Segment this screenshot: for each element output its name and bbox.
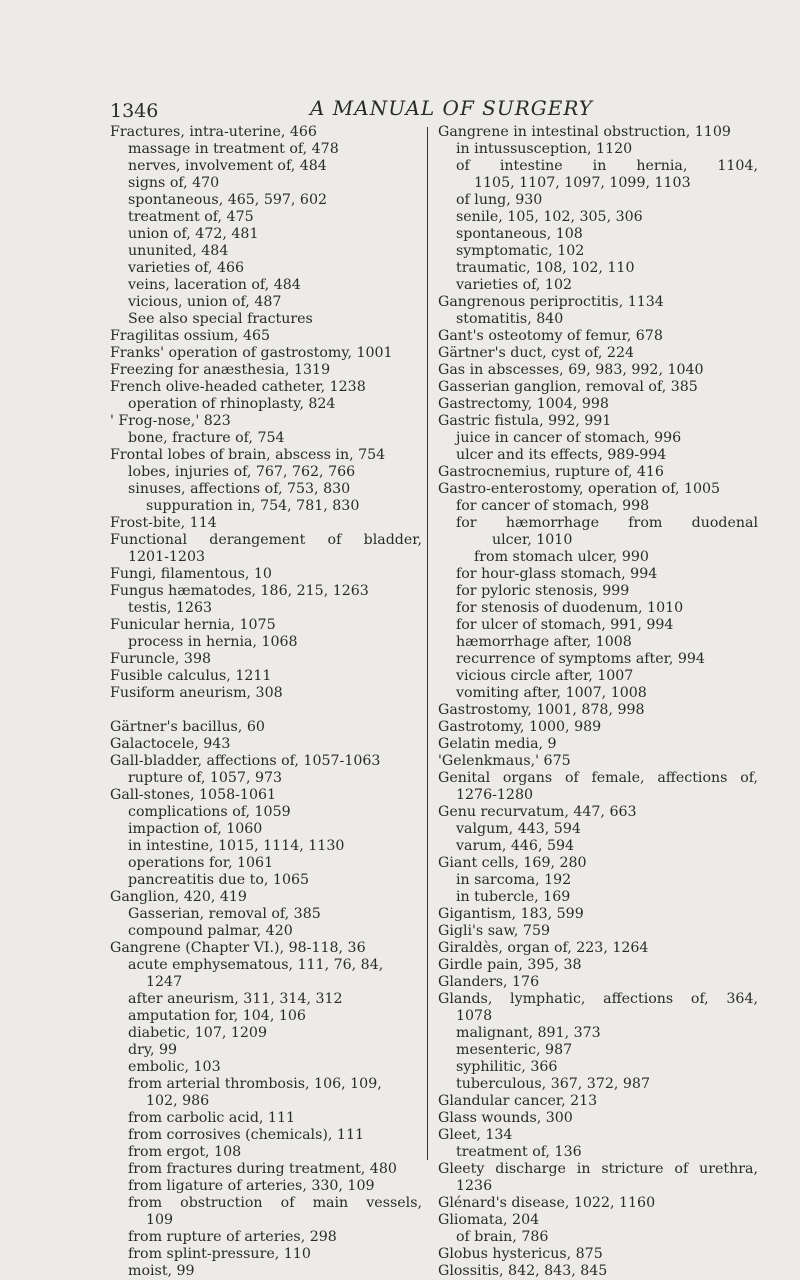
index-subentry: complications of, 1059 [128, 804, 291, 820]
index-entry: Gastrotomy, 1000, 989 [438, 719, 602, 735]
index-subentry: from obstruction of main vessels, [128, 1195, 422, 1211]
index-entry: Gangrenous periproctitis, 1134 [438, 294, 664, 310]
index-entry: Girdle pain, 395, 38 [438, 957, 582, 973]
index-subentry: vicious, union of, 487 [128, 294, 282, 310]
index-subentry: hæmorrhage after, 1008 [456, 634, 632, 650]
index-entry: Glanders, 176 [438, 974, 540, 990]
index-subentry: operation of rhinoplasty, 824 [128, 396, 336, 412]
index-subentry: from arterial thrombosis, 106, 109, [128, 1076, 382, 1092]
index-entry: Fusiform aneurism, 308 [110, 685, 283, 701]
index-entry: Gastrocnemius, rupture of, 416 [438, 464, 664, 480]
index-entry: Gärtner's duct, cyst of, 224 [438, 345, 635, 361]
index-entry: Gastrectomy, 1004, 998 [438, 396, 609, 412]
index-subentry: valgum, 443, 594 [456, 821, 581, 837]
index-subentry: impaction of, 1060 [128, 821, 263, 837]
index-subentry: for hæmorrhage from duodenal [456, 515, 758, 531]
index-subentry: malignant, 891, 373 [456, 1025, 601, 1041]
index-subentry: sinuses, affections of, 753, 830 [128, 481, 351, 497]
index-subentry: ulcer and its effects, 989-994 [456, 447, 667, 463]
index-subentry: tuberculous, 367, 372, 987 [456, 1076, 650, 1092]
index-subentry: nerves, involvement of, 484 [128, 158, 327, 174]
index-entry: Gigli's saw, 759 [438, 923, 551, 939]
index-entry: Gliomata, 204 [438, 1212, 540, 1228]
index-subentry: operations for, 1061 [128, 855, 274, 871]
index-entry: 'Gelenkmaus,' 675 [438, 753, 571, 769]
index-subentry: varieties of, 466 [128, 260, 245, 276]
index-entry: Genu recurvatum, 447, 663 [438, 804, 637, 820]
index-subentry: varieties of, 102 [456, 277, 573, 293]
index-entry: Gleety discharge in stricture of urethra, [438, 1161, 758, 1177]
index-entry: Glossitis, 842, 843, 845 [438, 1263, 608, 1279]
index-entry: Gastric fistula, 992, 991 [438, 413, 612, 429]
index-entry: Gall-bladder, affections of, 1057-1063 [110, 753, 381, 769]
index-subentry: for stenosis of duodenum, 1010 [456, 600, 684, 616]
index-subentry: treatment of, 475 [128, 209, 254, 225]
index-subentry: from fractures during treatment, 480 [128, 1161, 397, 1177]
index-subentry: 1105, 1107, 1097, 1099, 1103 [474, 175, 691, 191]
index-subentry: acute emphysematous, 111, 76, 84, [128, 957, 384, 973]
index-entry: Ganglion, 420, 419 [110, 889, 247, 905]
index-subentry: from splint-pressure, 110 [128, 1246, 311, 1262]
index-entry: Funicular hernia, 1075 [110, 617, 276, 633]
index-entry: Gas in abscesses, 69, 983, 992, 1040 [438, 362, 704, 378]
index-subentry: ununited, 484 [128, 243, 229, 259]
index-subentry: spontaneous, 108 [456, 226, 583, 242]
index-entry: Gangrene (Chapter VI.), 98-118, 36 [110, 940, 366, 956]
index-entry: Fragilitas ossium, 465 [110, 328, 271, 344]
index-subentry: bone, fracture of, 754 [128, 430, 285, 446]
index-entry: Gant's osteotomy of femur, 678 [438, 328, 663, 344]
index-subentry: embolic, 103 [128, 1059, 221, 1075]
index-entry: Freezing for anæsthesia, 1319 [110, 362, 331, 378]
index-subentry: after aneurism, 311, 314, 312 [128, 991, 343, 1007]
index-subentry: from stomach ulcer, 990 [474, 549, 649, 565]
index-subentry: 109 [146, 1212, 174, 1228]
page-number: 1346 [110, 100, 159, 122]
index-entry: Galactocele, 943 [110, 736, 231, 752]
index-subentry: testis, 1263 [128, 600, 213, 616]
column-divider [427, 127, 428, 1160]
index-subentry: Gasserian, removal of, 385 [128, 906, 321, 922]
index-subentry: process in hernia, 1068 [128, 634, 298, 650]
index-subentry: for hour-glass stomach, 994 [456, 566, 658, 582]
index-subentry: of lung, 930 [456, 192, 543, 208]
index-subentry: in intestine, 1015, 1114, 1130 [128, 838, 345, 854]
index-entry: Functional derangement of bladder, [110, 532, 422, 548]
index-subentry: 1247 [146, 974, 183, 990]
index-entry: French olive-headed catheter, 1238 [110, 379, 366, 395]
running-title: A MANUAL OF SURGERY [310, 96, 594, 120]
index-subentry: veins, laceration of, 484 [128, 277, 301, 293]
index-subentry: suppuration in, 754, 781, 830 [146, 498, 360, 514]
index-subentry: compound palmar, 420 [128, 923, 293, 939]
index-subentry: spontaneous, 465, 597, 602 [128, 192, 327, 208]
index-entry: Fungi, filamentous, 10 [110, 566, 272, 582]
index-subentry: 1276-1280 [456, 787, 534, 803]
index-subentry: from ligature of arteries, 330, 109 [128, 1178, 375, 1194]
index-subentry: 1201-1203 [128, 549, 206, 565]
index-entry: Fungus hæmatodes, 186, 215, 1263 [110, 583, 369, 599]
index-entry: Glands, lymphatic, affections of, 364, [438, 991, 758, 1007]
index-subentry: recurrence of symptoms after, 994 [456, 651, 705, 667]
index-subentry: amputation for, 104, 106 [128, 1008, 306, 1024]
index-entry: Furuncle, 398 [110, 651, 212, 667]
index-entry: Gleet, 134 [438, 1127, 513, 1143]
index-entry: Glass wounds, 300 [438, 1110, 573, 1126]
page-header [110, 96, 750, 126]
index-entry: Franks' operation of gastrostomy, 1001 [110, 345, 393, 361]
index-subentry: lobes, injuries of, 767, 762, 766 [128, 464, 356, 480]
index-subentry: dry, 99 [128, 1042, 178, 1058]
index-subentry: of intestine in hernia, 1104, [456, 158, 758, 174]
index-gap [110, 702, 422, 719]
index-subentry: diabetic, 107, 1209 [128, 1025, 267, 1041]
index-entry: Gall-stones, 1058-1061 [110, 787, 277, 803]
index-subentry: union of, 472, 481 [128, 226, 259, 242]
index-entry: Gastro-enterostomy, operation of, 1005 [438, 481, 721, 497]
index-subentry: for ulcer of stomach, 991, 994 [456, 617, 674, 633]
index-subentry: from corrosives (chemicals), 111 [128, 1127, 365, 1143]
index-subentry: for cancer of stomach, 998 [456, 498, 650, 514]
index-subentry: juice in cancer of stomach, 996 [456, 430, 682, 446]
index-entry: Giraldès, organ of, 223, 1264 [438, 940, 649, 956]
index-subentry: stomatitis, 840 [456, 311, 564, 327]
index-subentry: mesenteric, 987 [456, 1042, 573, 1058]
index-entry: Glénard's disease, 1022, 1160 [438, 1195, 656, 1211]
index-subentry: senile, 105, 102, 305, 306 [456, 209, 643, 225]
index-subentry: varum, 446, 594 [456, 838, 575, 854]
index-subentry: in sarcoma, 192 [456, 872, 572, 888]
index-subentry: syphilitic, 366 [456, 1059, 558, 1075]
index-subentry: for pyloric stenosis, 999 [456, 583, 630, 599]
index-column-left [110, 124, 422, 1280]
index-subentry: from rupture of arteries, 298 [128, 1229, 337, 1245]
index-subentry: See also special fractures [128, 311, 313, 327]
index-subentry: pancreatitis due to, 1065 [128, 872, 310, 888]
index-subentry: from ergot, 108 [128, 1144, 242, 1160]
index-column-right [438, 124, 758, 1280]
index-entry: Gärtner's bacillus, 60 [110, 719, 265, 735]
index-subentry: massage in treatment of, 478 [128, 141, 339, 157]
index-entry: Gangrene in intestinal obstruction, 1109 [438, 124, 731, 140]
index-subentry: treatment of, 136 [456, 1144, 582, 1160]
index-subentry: rupture of, 1057, 973 [128, 770, 283, 786]
index-entry: Gasserian ganglion, removal of, 385 [438, 379, 698, 395]
index-entry: Globus hystericus, 875 [438, 1246, 603, 1262]
index-subentry: 1236 [456, 1178, 493, 1194]
index-entry: Gigantism, 183, 599 [438, 906, 584, 922]
index-subentry: symptomatic, 102 [456, 243, 585, 259]
index-entry: ' Frog-nose,' 823 [110, 413, 231, 429]
index-entry: Glandular cancer, 213 [438, 1093, 598, 1109]
index-subentry: vomiting after, 1007, 1008 [456, 685, 647, 701]
index-entry: Genital organs of female, affections of, [438, 770, 758, 786]
index-subentry: of brain, 786 [456, 1229, 549, 1245]
index-subentry: 102, 986 [146, 1093, 210, 1109]
index-subentry: signs of, 470 [128, 175, 220, 191]
index-subentry: traumatic, 108, 102, 110 [456, 260, 635, 276]
index-subentry: in tubercle, 169 [456, 889, 571, 905]
index-entry: Fusible calculus, 1211 [110, 668, 272, 684]
index-entry: Frontal lobes of brain, abscess in, 754 [110, 447, 386, 463]
index-entry: Fractures, intra-uterine, 466 [110, 124, 317, 140]
index-entry: Gastrostomy, 1001, 878, 998 [438, 702, 645, 718]
index-subentry: in intussusception, 1120 [456, 141, 633, 157]
index-entry: Giant cells, 169, 280 [438, 855, 587, 871]
index-subentry: moist, 99 [128, 1263, 195, 1279]
index-subentry: ulcer, 1010 [492, 532, 573, 548]
index-subentry: vicious circle after, 1007 [456, 668, 634, 684]
index-entry: Gelatin media, 9 [438, 736, 557, 752]
index-subentry: from carbolic acid, 111 [128, 1110, 296, 1126]
index-subentry: 1078 [456, 1008, 493, 1024]
index-entry: Frost-bite, 114 [110, 515, 217, 531]
